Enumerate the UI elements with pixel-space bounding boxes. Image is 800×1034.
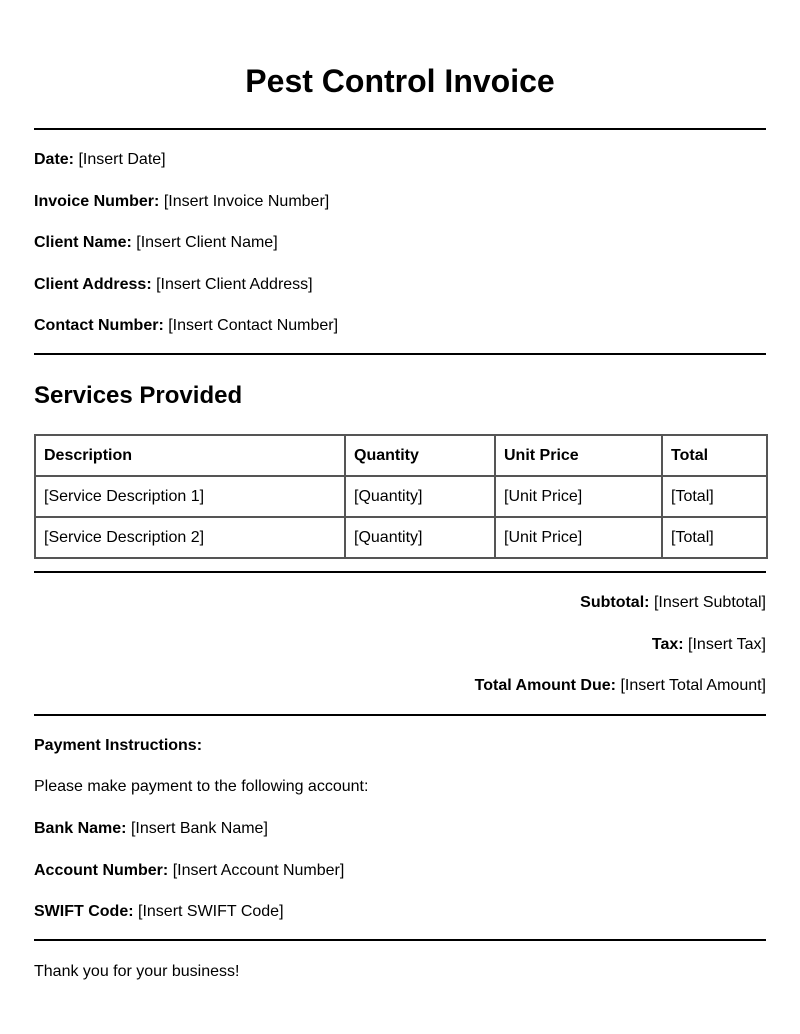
- client-address-label: Client Address:: [34, 276, 152, 293]
- bank-name-field: [34, 819, 268, 839]
- subtotal-label: Subtotal:: [580, 594, 650, 611]
- account-number-field: [34, 861, 344, 881]
- contact-number-value: [Insert Contact Number]: [168, 317, 339, 334]
- table-cell: [Quantity]: [345, 476, 495, 517]
- column-header-unit-price: Unit Price: [495, 435, 662, 476]
- table-cell: [Quantity]: [345, 517, 495, 558]
- tax-value: [Insert Tax]: [688, 636, 766, 653]
- subtotal-field: [580, 593, 766, 613]
- column-header-description: Description: [35, 435, 345, 476]
- client-address-value: [Insert Client Address]: [156, 276, 313, 293]
- client-name-field: [34, 233, 278, 253]
- swift-code-value: [Insert SWIFT Code]: [138, 903, 284, 920]
- tax-label: Tax:: [651, 636, 684, 653]
- table-cell: [Unit Price]: [495, 517, 662, 558]
- payment-instructions-heading: [34, 736, 202, 756]
- divider: [34, 571, 766, 573]
- date-label: Date:: [34, 151, 75, 168]
- divider: [34, 714, 766, 716]
- table-header-row: [35, 435, 767, 476]
- swift-code-field: [34, 902, 284, 922]
- table-cell: [Service Description 2]: [35, 517, 345, 558]
- swift-code-label: SWIFT Code:: [34, 903, 134, 920]
- bank-name-value: [Insert Bank Name]: [130, 820, 268, 837]
- services-heading: Services Provided: [34, 382, 243, 409]
- page-title: Pest Control Invoice: [245, 63, 555, 99]
- column-header-quantity: Quantity: [345, 435, 495, 476]
- total-due-field: [475, 676, 766, 696]
- account-number-label: Account Number:: [34, 862, 169, 879]
- subtotal-value: [Insert Subtotal]: [653, 594, 766, 611]
- total-due-value: [Insert Total Amount]: [620, 677, 766, 694]
- table-row: [35, 517, 767, 558]
- payment-intro: Please make payment to the following account:: [34, 778, 369, 795]
- tax-field: [652, 635, 766, 655]
- services-table: [34, 434, 768, 559]
- table-cell: [Service Description 1]: [35, 476, 345, 517]
- account-number-value: [Insert Account Number]: [172, 862, 345, 879]
- date-value: [Insert Date]: [78, 151, 166, 168]
- contact-number-label: Contact Number:: [34, 317, 164, 334]
- table-row: [35, 476, 767, 517]
- payment-heading: Payment Instructions:: [34, 737, 203, 754]
- column-header-total: Total: [662, 435, 767, 476]
- bank-name-label: Bank Name:: [34, 820, 127, 837]
- invoice-number-field: [34, 192, 329, 212]
- client-address-field: [34, 275, 313, 295]
- divider: [34, 353, 766, 355]
- client-name-value: [Insert Client Name]: [136, 234, 278, 251]
- divider: [34, 128, 766, 130]
- divider: [34, 939, 766, 941]
- client-name-label: Client Name:: [34, 234, 132, 251]
- table-cell: [Total]: [662, 476, 767, 517]
- contact-number-field: [34, 316, 338, 336]
- table-cell: [Total]: [662, 517, 767, 558]
- invoice-number-label: Invoice Number:: [34, 193, 160, 210]
- date-field: [34, 150, 166, 170]
- table-cell: [Unit Price]: [495, 476, 662, 517]
- invoice-number-value: [Insert Invoice Number]: [163, 193, 330, 210]
- total-due-label: Total Amount Due:: [474, 677, 616, 694]
- footer-thanks: Thank you for your business!: [34, 963, 240, 980]
